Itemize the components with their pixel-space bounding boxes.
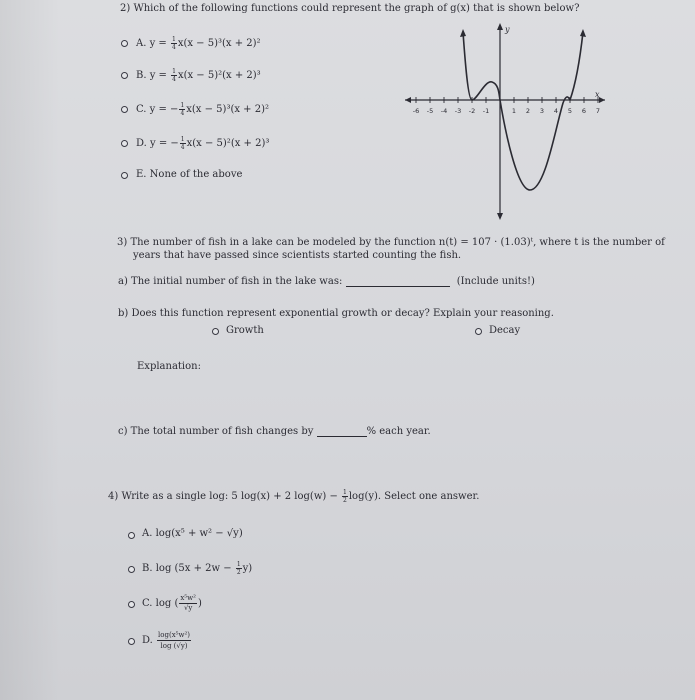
- q3a-note: (Include units!): [456, 276, 535, 287]
- q3b-decay-radio[interactable]: [475, 328, 482, 335]
- q2-option-a-rest: x(x − 5)³(x + 2)²: [177, 38, 261, 49]
- q4-option-b-letter: B.: [142, 563, 153, 574]
- q4-option-d-radio[interactable]: [128, 638, 135, 645]
- q4-option-a-letter: A.: [142, 528, 153, 539]
- q3a-answer-blank[interactable]: [346, 276, 450, 287]
- q4-prompt: 4) Write as a single log: 5 log(x) + 2 log(w) − $\frac{1}{2}$ log(y). Select one answer.: [108, 489, 480, 504]
- q2-option-c-letter: C.: [136, 104, 147, 115]
- q3b-growth-radio[interactable]: [212, 328, 219, 335]
- q3b-growth-label: Growth: [226, 325, 264, 336]
- q2-option-b-radio[interactable]: [121, 72, 128, 79]
- tick-label-1: 1: [511, 107, 517, 115]
- q2-option-b-fraction: $\frac{1}{4}$: [172, 68, 176, 83]
- tick-label-neg6: -6: [412, 107, 420, 115]
- q4-option-a-text: log(x⁵ + w² − √y): [155, 528, 243, 539]
- q4-option-d-letter: D.: [142, 635, 153, 646]
- y-axis-arrow-down: [497, 213, 503, 220]
- q3b-label: b) Does this function represent exponential growth or decay? Explain your reasoning.: [118, 308, 554, 319]
- tick-label-6: 6: [581, 107, 587, 115]
- q3c-label: c) The total number of fish changes by: [118, 426, 314, 437]
- q3b-decay-label: Decay: [489, 325, 521, 336]
- x-axis-label: x: [595, 90, 600, 99]
- q3-prompt-line1: 3) The number of fish in a lake can be modeled by the function n(t) = 107 · (1.03)ᵗ, where t is the number of: [117, 237, 665, 248]
- curve-arrow-right: [580, 29, 586, 37]
- q4-option-c-letter: C.: [142, 598, 153, 609]
- q4-option-b-radio[interactable]: [128, 566, 135, 573]
- q4-option-b-post: y): [242, 563, 253, 574]
- q4-option-a-radio[interactable]: [128, 532, 135, 539]
- q2-option-c-rest: x(x − 5)³(x + 2)²: [186, 104, 270, 115]
- q4-prompt-fraction: $\frac{1}{2}$: [343, 489, 347, 504]
- q3a-label: a) The initial number of fish in the lake was:: [118, 276, 343, 287]
- q2-option-b-eq: y =: [149, 70, 171, 81]
- q2-option-c-eq: y = −: [149, 104, 179, 115]
- q3-prompt-line2: years that have passed since scientists started counting the fish.: [133, 250, 462, 261]
- q2-option-c-fraction: $\frac{1}{4}$: [180, 102, 185, 117]
- q2-option-d-letter: D.: [136, 138, 147, 149]
- q2-option-a-radio[interactable]: [121, 40, 128, 47]
- q2-option-a-letter: A.: [136, 38, 147, 49]
- q3a-row: [118, 276, 535, 287]
- q4-option-c-post: ): [197, 598, 202, 609]
- q2-option-e-letter: E.: [136, 169, 147, 180]
- q2-graph: [395, 20, 610, 225]
- tick-label-neg1: -1: [482, 107, 490, 115]
- q4-option-c-fraction: $\frac{\text{x⁵w²}}{√y}$: [180, 594, 196, 612]
- tick-label-5: 5: [567, 107, 573, 115]
- q4-option-c-radio[interactable]: [128, 601, 135, 608]
- function-curve: [463, 32, 583, 190]
- curve-arrow-left: [460, 29, 466, 37]
- q4-option-d-fraction: $\frac{\text{log(x⁵w²)}}{\log (√y)}$: [158, 631, 190, 650]
- q2-option-e-text: None of the above: [149, 169, 243, 180]
- tick-label-neg4: -4: [440, 107, 448, 115]
- q4-option-b-fraction: $\frac{1}{2}$: [236, 561, 241, 576]
- q2-option-b-rest: x(x − 5)²(x + 2)³: [177, 70, 261, 81]
- tick-label-neg2: -2: [468, 107, 476, 115]
- q2-option-a-fraction: $\frac{1}{4}$: [171, 36, 176, 51]
- tick-label-neg5: -5: [426, 107, 434, 115]
- q2-option-d-eq: y = −: [150, 138, 179, 149]
- x-axis-arrow-right: [599, 97, 605, 103]
- tick-label-4: 4: [553, 107, 559, 115]
- q2-option-a-eq: y =: [149, 38, 170, 49]
- tick-label-7: 7: [595, 107, 601, 115]
- q2-option-d-fraction: $\frac{1}{4}$: [180, 136, 185, 151]
- q2-option-b-letter: B.: [136, 70, 147, 81]
- q3c-row: [118, 426, 431, 437]
- q2-option-d-rest: x(x − 5)²(x + 2)³: [186, 138, 270, 149]
- y-axis-label: y: [505, 25, 510, 34]
- tick-label-2: 2: [525, 107, 531, 115]
- x-axis-arrow-left: [405, 97, 411, 103]
- q4-option-b-pre: log (5x + 2w −: [155, 563, 235, 574]
- y-axis-arrow-up: [497, 23, 503, 30]
- page-shadow: [0, 0, 60, 700]
- q3c-note: % each year.: [366, 426, 431, 437]
- tick-label-neg3: -3: [454, 107, 462, 115]
- q3c-answer-blank[interactable]: [317, 426, 367, 437]
- q2-option-e-radio[interactable]: [121, 172, 128, 179]
- q2-option-d-radio[interactable]: [121, 140, 128, 147]
- tick-label-3: 3: [539, 107, 545, 115]
- q2-option-c-radio[interactable]: [121, 106, 128, 113]
- q4-option-c-pre: log (: [155, 598, 179, 609]
- q3b-explanation-label: Explanation:: [137, 361, 201, 372]
- q2-prompt: 2) Which of the following functions could represent the graph of g(x) that is shown below?: [120, 3, 580, 14]
